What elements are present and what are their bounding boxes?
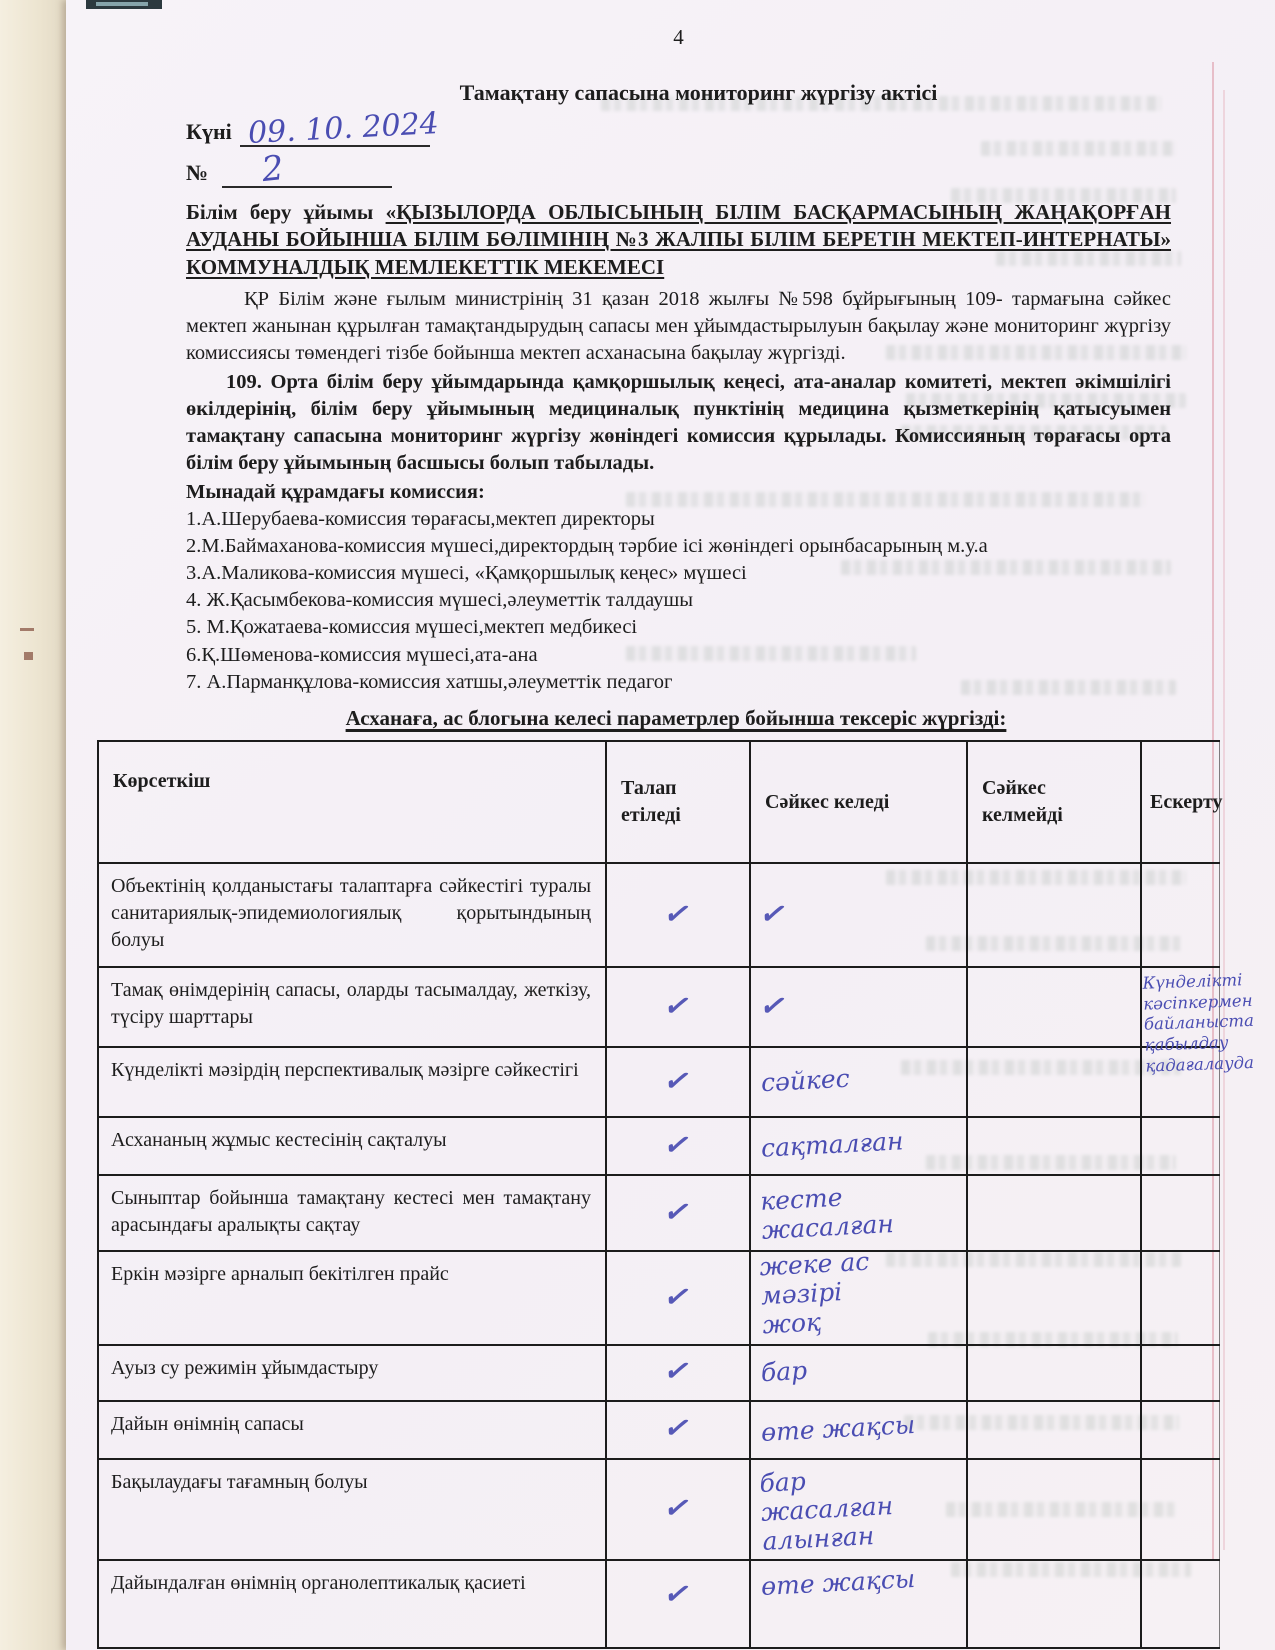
commission-member: 4. Ж.Қасымбекова-комиссия мүшесі,әлеуметтік талдаушы xyxy=(186,589,694,612)
table-row xyxy=(98,1047,1219,1117)
pen-mark xyxy=(24,652,33,660)
commission-member: 3.А.Маликова-комиссия мүшесі, «Қамқоршылық кеңес» мүшесі xyxy=(186,562,747,585)
date-handwritten-value: 09. 10. 2024 xyxy=(246,106,440,152)
indicator-cell: Еркін мәзірге арналып бекітілген прайс xyxy=(98,1251,606,1345)
checkmark: ✓ xyxy=(756,896,791,933)
indicator-cell: Дайындалған өнімнің органолептикалық қасиеті xyxy=(98,1560,606,1648)
indicator-cell: Күнделікті мәзірдің перспективалық мәзірге сәйкестігі xyxy=(98,1047,606,1117)
table-row xyxy=(98,1560,1219,1648)
commission-member: 5. М.Қожатаева-комиссия мүшесі,мектеп медбикесі xyxy=(186,616,638,639)
required-cell xyxy=(606,1251,750,1345)
checkmark: ✓ xyxy=(661,1279,696,1315)
checkmark: ✓ xyxy=(661,1127,696,1164)
complies-handwritten-note: өте жақсы xyxy=(760,1409,916,1447)
not-complies-cell xyxy=(967,1047,1141,1117)
complies-handwritten-note: бар жасалған алынған xyxy=(758,1466,894,1555)
checkmark: ✓ xyxy=(756,988,791,1025)
required-cell xyxy=(606,1175,750,1251)
remark-cell xyxy=(1141,1401,1219,1459)
organization-name: «ҚЫЗЫЛОРДА ОБЛЫСЫНЫҢ БІЛІМ БАСҚАРМАСЫНЫҢ ЖАҢАҚОРҒАН АУДАНЫ БОЙЫНША БІЛІМ БӨЛІМІНІҢ №3 ЖАЛПЫ БІЛІМ БЕРЕТІН МЕКТЕП-ИНТЕРНАТЫ» КОММУНАЛДЫҚ МЕМЛЕКЕТТІК МЕКЕМЕСІ xyxy=(186,199,1172,280)
required-cell xyxy=(606,1345,750,1401)
column-header-indicator: Көрсеткіш xyxy=(98,741,606,863)
remark-cell xyxy=(1141,1560,1219,1648)
pen-mark xyxy=(20,628,34,631)
required-cell xyxy=(606,1459,750,1561)
complies-cell xyxy=(750,1246,967,1345)
indicator-cell: Асхананың жұмыс кестесінің сақталуы xyxy=(98,1117,606,1175)
not-complies-cell xyxy=(967,1345,1141,1401)
column-header-not-complies: Сәйкес келмейді xyxy=(967,741,1141,863)
date-label: Күні xyxy=(186,118,232,144)
remark-handwritten-note: Күнделікті кәсіпкермен байланыста қабылдау қадағалауда xyxy=(1142,970,1255,1076)
commission-heading: Мынадай құрамдағы комиссия: xyxy=(186,481,485,504)
not-complies-cell xyxy=(967,967,1141,1047)
checkmark: ✓ xyxy=(661,1490,696,1527)
not-complies-cell xyxy=(967,863,1141,967)
scanner-background xyxy=(0,0,66,1650)
bleed-through-line xyxy=(1223,90,1225,1550)
checkmark: ✓ xyxy=(661,1576,696,1613)
table-row xyxy=(98,1345,1219,1401)
complies-cell xyxy=(750,1345,967,1401)
complies-cell xyxy=(750,1047,967,1117)
complies-handwritten-note: сақталған xyxy=(760,1126,905,1163)
commission-member: 7. А.Парманқұлова-комиссия хатшы,әлеуметтік педагог xyxy=(186,670,673,693)
date-row xyxy=(186,106,1171,154)
complies-handwritten-note: өте жақсы xyxy=(760,1563,916,1602)
remark-cell xyxy=(1141,1117,1219,1175)
doc-number-blank-line xyxy=(222,147,392,190)
checkmark: ✓ xyxy=(661,1194,696,1231)
complies-handwritten-note: кесте жасалған xyxy=(759,1182,895,1245)
remark-cell xyxy=(1141,967,1255,1076)
intro-paragraph: ҚР Білім және ғылым министрінің 31 қазан 2018 жылғы №598 бұйрығының 109- тармағына сәйкес мектеп жанынан құрылған тамақтандырудың сапасы мен ұйымдастырылуын бақылау және мониторинг жүргізу комиссиясы төмендегі тізбе бойынша мектеп асханасына бақылау жүргізді. xyxy=(186,287,1171,364)
commission-member: 1.А.Шерубаева-комиссия төрағасы,мектеп директоры xyxy=(186,508,655,531)
indicator-cell: Бақылаудағы тағамның болуы xyxy=(98,1459,606,1561)
indicator-cell: Ауыз су режимін ұйымдастыру xyxy=(98,1345,606,1401)
complies-cell xyxy=(750,967,967,1047)
remark-cell xyxy=(1141,863,1219,967)
indicator-cell: Объектінің қолданыстағы талаптарға сәйкестігі туралы санитариялық-эпидемиологиялық қорытындының болуы xyxy=(98,863,606,967)
column-header-complies: Сәйкес келеді xyxy=(750,741,967,863)
not-complies-cell xyxy=(967,1175,1141,1251)
table-row xyxy=(98,1459,1219,1561)
checkmark: ✓ xyxy=(661,988,696,1025)
indicator-cell: Дайын өнімнің сапасы xyxy=(98,1401,606,1459)
table-row xyxy=(98,967,1219,1047)
column-header-remark: Ескерту xyxy=(1141,741,1219,863)
doc-number-label: № xyxy=(186,159,209,185)
complies-cell xyxy=(750,863,967,967)
complies-cell xyxy=(750,1401,967,1459)
required-cell xyxy=(606,967,750,1047)
table-row xyxy=(98,1175,1219,1251)
required-cell xyxy=(606,1117,750,1175)
table-header-row xyxy=(98,741,1219,863)
remark-cell xyxy=(1141,1251,1219,1345)
remark-cell xyxy=(1141,1175,1219,1251)
commission-member: 6.Қ.Шөменова-комиссия мүшесі,ата-ана xyxy=(186,643,538,666)
column-header-required: Талап етіледі xyxy=(606,741,750,863)
not-complies-cell xyxy=(967,1117,1141,1175)
doc-number-handwritten-value: 2 xyxy=(260,147,286,190)
complies-cell xyxy=(750,1560,967,1648)
not-complies-cell xyxy=(967,1560,1141,1648)
staple-mark xyxy=(86,0,162,9)
indicator-cell: Тамақ өнімдерінің сапасы, оларды тасымалдау, жеткізу, түсіру шарттары xyxy=(98,967,606,1047)
inspection-table xyxy=(97,740,1255,1649)
required-cell xyxy=(606,1560,750,1648)
remark-cell xyxy=(1141,1459,1219,1561)
complies-handwritten-note: сәйкес xyxy=(760,1063,851,1098)
date-blank-line xyxy=(240,106,440,152)
required-cell xyxy=(606,1401,750,1459)
checkmark: ✓ xyxy=(661,1354,696,1390)
required-cell xyxy=(606,863,750,967)
complies-handwritten-note: жеке ас мәзірі жоқ xyxy=(758,1246,870,1339)
table-row xyxy=(98,1117,1219,1175)
complies-cell xyxy=(750,1459,967,1561)
indicator-cell: Сыныптар бойынша тамақтану кестесі мен тамақтану арасындағы аралықты сақтау xyxy=(98,1175,606,1251)
not-complies-cell xyxy=(967,1459,1141,1561)
page-number: 4 xyxy=(673,25,684,49)
organization-label: Білім беру ұйымы xyxy=(186,199,374,224)
commission-member: 2.М.Баймаханова-комиссия мүшесі,директордың тәрбие ісі жөніндегі орынбасарының м.у.а xyxy=(186,535,988,558)
table-caption: Асханаға, ас блогына келесі параметрлер бойынша тексеріс жүргізді: xyxy=(345,706,1007,730)
checkmark: ✓ xyxy=(661,896,696,933)
table-row xyxy=(98,1401,1219,1459)
complies-cell xyxy=(750,1175,967,1251)
not-complies-cell xyxy=(967,1401,1141,1459)
organization-line xyxy=(186,199,1171,282)
document-body xyxy=(186,24,1171,696)
required-cell xyxy=(606,1047,750,1117)
document-title: Тамақтану сапасына мониторинг жүргізу актісі xyxy=(459,79,938,105)
doc-number-row xyxy=(186,147,1171,195)
scanned-page xyxy=(66,0,1275,1650)
table-row xyxy=(98,1251,1219,1345)
checkmark: ✓ xyxy=(661,1411,696,1447)
not-complies-cell xyxy=(967,1251,1141,1345)
remark-cell xyxy=(1141,1345,1219,1401)
complies-cell xyxy=(750,1117,967,1175)
complies-handwritten-note: бар xyxy=(760,1355,808,1387)
checkmark: ✓ xyxy=(661,1063,696,1100)
commission-list xyxy=(186,506,1171,695)
table-row xyxy=(98,863,1219,967)
regulation-paragraph: 109. Орта білім беру ұйымдарында қамқоршылық кеңесі, ата-аналар комитеті, мектеп әкімшілігі өкілдерінің, білім беру ұйымының медициналық пунктінің медицина қызметкерінің қатысуымен тамақтану сапасына мониторинг жүргізу жөніндегі комиссия құрылады. Комиссияның төрағасы орта білім беру ұйымының басшысы болып табылады. xyxy=(186,371,1171,475)
